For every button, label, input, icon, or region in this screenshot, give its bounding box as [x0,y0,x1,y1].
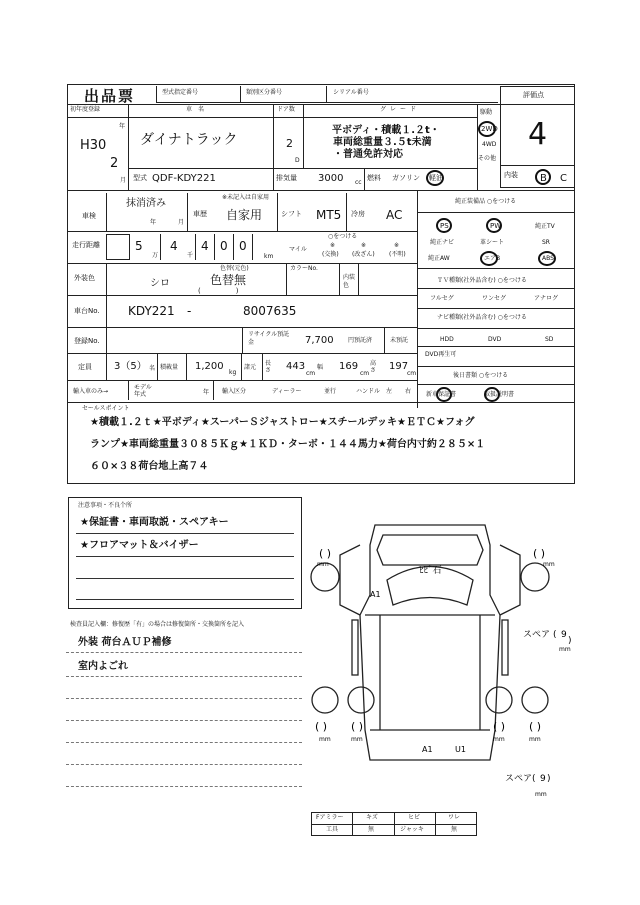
mileage-digit-2: 4 [170,239,178,253]
interior-label: 内装 [504,171,518,179]
sales-line-2: ランプ★車両総重量３０８５Ｋｇ★１ＫＤ・ターボ・１４４馬力★荷台内寸約２８５×１ [90,439,486,450]
notes-box [68,497,302,609]
model-value: QDF-KDY221 [152,173,216,184]
length-value: 443 [286,361,306,372]
recycle-value: 7,700 [305,335,334,346]
manual-circle [484,387,500,402]
inspection-label: 車検 [82,212,96,220]
equip-tv: 純正TV [535,223,555,230]
sales-points-label: セールスポイント [82,405,130,412]
spare-value-bottom: 9 [540,774,546,784]
doors-value: 2 [286,137,293,150]
spare-label-top: スペア [523,630,551,640]
usage-value: 自家用 [226,208,263,222]
drive-label: 駆動 [480,109,493,116]
drive-2wd-circle [478,121,496,137]
warranty-title: 後日書類 ○をつける [453,372,509,379]
abs-circle [538,251,556,266]
fuel-label: 燃料 [367,174,381,182]
displacement-value: 3000 [318,173,344,184]
svg-text:mm: mm [317,561,329,568]
svg-text:( ): ( ) [315,720,328,733]
vehicle-diagram [305,505,575,805]
warranty-book: 新車保証書 [426,391,457,398]
equip-leather: 革シート [480,239,505,246]
grade-line-3: ・普通免許対応 [333,149,403,160]
svg-text:mm: mm [543,561,555,568]
note-line-2: ★フロアマット＆バイザー [80,540,199,551]
sales-line-3: ６０×３８荷台地上高７４ [90,461,209,472]
interior-b-circle [535,169,551,185]
vin-label: 車台No. [74,307,100,315]
color-change-value: 色替無 [210,273,247,287]
ps-circle [436,218,452,233]
equip-pw: PW [490,222,502,230]
first-reg-label: 初年度登録 [70,106,101,113]
fuel-circle [426,170,444,186]
vin-number: 8007635 [243,304,297,318]
capacity-value: 3（5） [114,361,147,372]
equipment-title: 純正装備品 ○をつける [455,198,517,205]
svg-text:( ): ( ) [529,720,542,733]
equip-navi: 純正ナビ [430,239,455,246]
registration-label: 登録No. [74,337,100,345]
svg-text:( ): ( ) [493,720,506,733]
doors-label: ドア数 [277,106,295,113]
warranty-circle [436,387,452,402]
svg-text:( ): ( ) [533,547,546,560]
sales-line-1: ★積載１.２ｔ★平ボディ★スーパーＳジャストロー★スチールデッキ★ＥＴＣ★フォグ [90,417,475,428]
note-line-1: ★保証書・車両取説・スペアキー [80,517,229,528]
reg-month: 2 [110,156,119,171]
svg-text:mm: mm [535,791,547,798]
equip-airbag: エアB [484,255,501,262]
model-label: 型式 [133,174,147,182]
vin-model: KDY221 [128,304,175,318]
mileage-digit-4: 0 [220,239,228,253]
mileage-digit-5: 0 [239,239,247,253]
inspection-value: 抹消済み [126,198,166,209]
car-name-label: 車名 [186,106,211,113]
equip-aw: 純正AW [428,255,450,262]
height-value: 197 [389,361,409,372]
svg-text:): ) [547,774,551,784]
svg-text:mm: mm [493,736,505,743]
svg-text:( ): ( ) [351,720,364,733]
load-value: 1,200 [195,361,224,372]
svg-text:): ) [568,636,572,646]
shift-label: シフト [281,210,302,218]
equip-sr: SR [542,239,550,246]
notes-label: 注意事項・不良个所 [78,502,133,509]
diagram-mark-chip: ﾋﾋﾞ石 [419,566,442,576]
svg-text:mm: mm [559,646,571,653]
diagram-mark-u1: U1 [455,745,466,754]
ac-label: 冷房 [351,210,365,218]
page-title: 出品票 [84,87,136,105]
svg-text:mm: mm [351,736,363,743]
era-year: H30 [80,138,107,153]
shift-value: MT5 [316,208,342,222]
diagram-mark-a1-front: A1 [370,590,381,599]
navi-title: ナビ種類(社外品含む) ○をつける [437,314,527,321]
equip-ps: PS [440,222,449,230]
inspection-line-1: 外装 荷台ＡＵＰ補修 [78,637,172,648]
interior-grade-c: C [560,173,567,184]
grade-label: グレード [380,106,421,113]
fuel-gasoline: ガソリン [392,174,420,182]
equip-abs: ABS [542,255,554,262]
svg-text:(: ( [553,630,557,640]
grade-line-2: 車両総重量３.５t未満 [333,137,432,148]
grade-line-1: 平ボディ・積載１.２t・ [332,125,440,136]
fuel-diesel: 軽油 [429,174,443,182]
inspection-line-2: 室内よごれ [78,661,128,672]
mileage-digit-3: 4 [201,239,209,253]
airbag-circle [480,251,501,266]
svg-text:( ): ( ) [319,547,332,560]
mileage-digit-1: 5 [135,239,143,253]
svg-text:mm: mm [319,736,331,743]
diagram-mark-a1-rear: A1 [422,745,433,754]
svg-text:(: ( [532,774,536,784]
serial-label: シリアル番号 [333,89,369,96]
drive-2wd: 2WD [481,125,498,133]
inspection-label: 検査員記入欄：修復歴「有」の場合は修復箇所・交換箇所を記入 [70,621,245,628]
score-label: 評価点 [523,91,544,99]
spare-label-bottom: スペア [505,774,533,784]
interior-grade-b: B [540,173,547,184]
width-value: 169 [339,361,359,372]
displacement-label: 排気量 [276,174,297,182]
car-name: ダイナトラック [140,132,238,148]
manual: 取扱説明書 [484,391,515,398]
color-value: シロ [150,278,170,289]
svg-text:mm: mm [529,736,541,743]
usage-label: 車歴 [193,210,207,218]
spare-value-top: 9 [561,630,567,640]
type-cert-label: 型式指定番号 [162,89,199,96]
tv-title: ＴＶ種類(社外品含む) ○をつける [437,277,527,284]
capacity-label: 定員 [78,363,92,371]
mileage-label: 走行距離 [72,241,100,249]
pw-circle [486,218,502,233]
category-label: 類別区分番号 [246,89,283,96]
ac-value: AC [386,208,403,222]
color-label: 外装色 [74,274,95,282]
score-value: 4 [528,117,548,152]
